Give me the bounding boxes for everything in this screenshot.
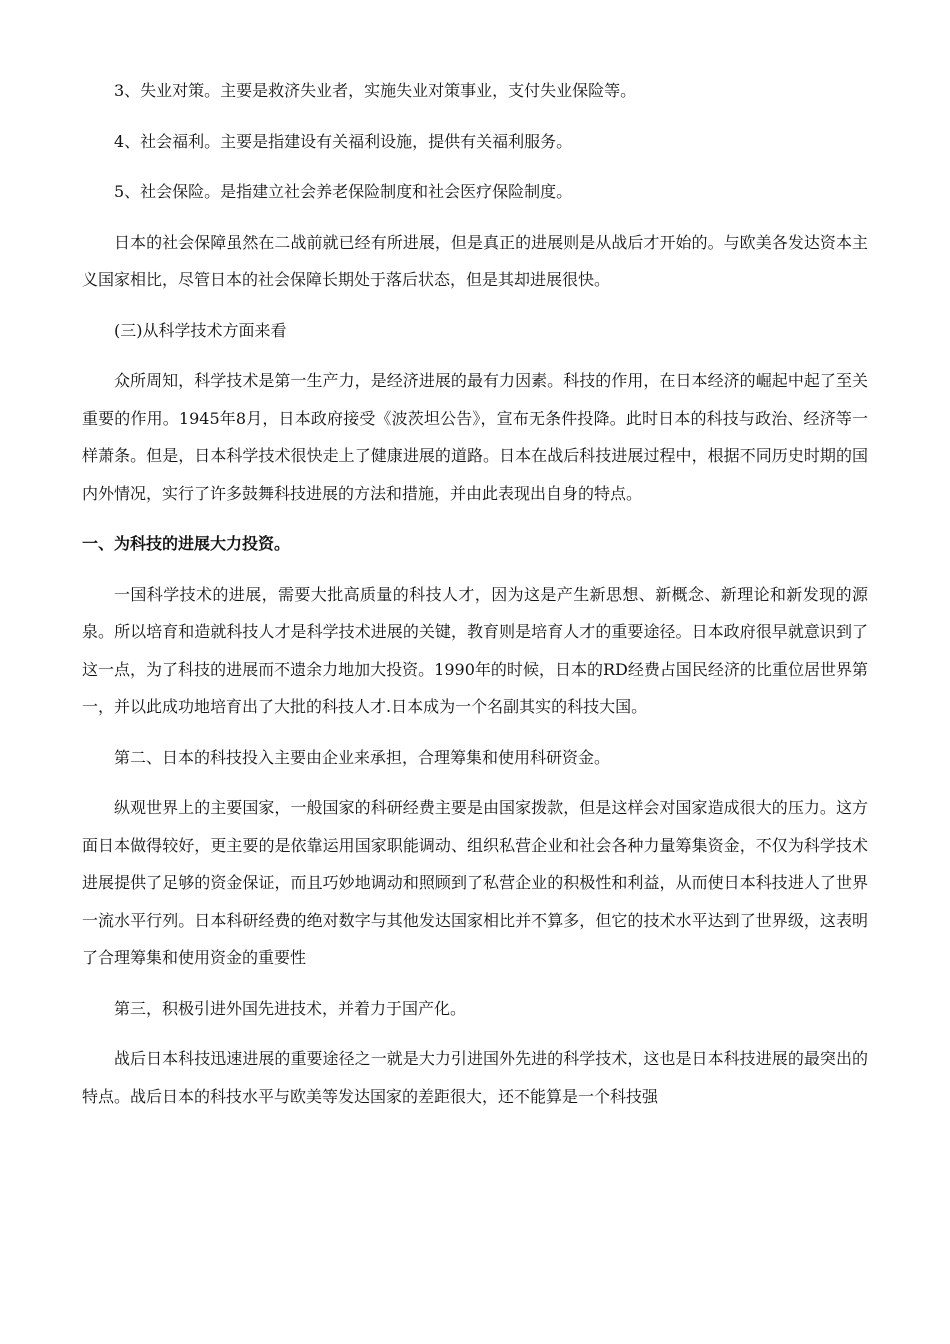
section-title-science: (三)从科学技术方面来看 <box>114 320 287 340</box>
item-social-insurance: 5、社会保险。是指建立社会养老保险制度和社会医疗保险制度。 <box>114 182 573 201</box>
item-social-welfare: 4、社会福利。主要是指建设有关福利设施，提供有关福利服务。 <box>114 131 573 151</box>
para-import-tech: 战后日本科技迅速进展的重要途径之一就是大力引进国外先进的科学技术，这也是日本科技进展的最突出的特点。战后日本的科技水平与欧美等发达国家的差距很大，还不能算是一个科技强 <box>82 1049 868 1106</box>
item-unemployment: 3、失业对策。主要是救济失业者，实施失业对策事业，支付失业保险等。 <box>114 81 637 100</box>
heading-invest: 一、为科技的进展大力投资。 <box>82 534 291 553</box>
point-second: 第二、日本的科技投入主要由企业来承担，合理筹集和使用科研资金。 <box>114 747 611 767</box>
para-funding: 纵观世界上的主要国家，一般国家的科研经费主要是由国家拨款，但是这样会对国家造成很大的压力。这方面日本做得较好，更主要的是依靠运用国家职能调动、组织私营企业和社会各种力量筹集资金，不仅为科学技术进展提供了足够的资金保证，而且巧妙地调动和照顾到了私营企业的积极性和利益，从而使日本科技进人了世界一流水平行列。日本科研经费的绝对数字与其他发达国家相比并不算多，但它的技术水平达到了世界级，这表明了合理筹集和使用资金的重要性 <box>82 798 868 967</box>
para-talent: 一国科学技术的进展，需要大批高质量的科技人才，因为这是产生新思想、新概念、新理论和新发现的源泉。所以培育和造就科技人才是科学技术进展的关键，教育则是培育人才的重要途径。日本政府很早就意识到了这一点，为了科技的进展而不遗余力地加大投资。1990年的时候，日本的RD经费占国民经济的比重位居世界第一，并以此成功地培育出了大批的科技人才.日本成为一个名副其实的科技大国。 <box>82 584 868 716</box>
document-page <box>82 72 868 1128</box>
para-science-intro: 众所周知，科学技术是第一生产力，是经济进展的最有力因素。科技的作用，在日本经济的崛起中起了至关重要的作用。1945年8月，日本政府接受《波茨坦公告》，宣布无条件投降。此时日本的科技与政治、经济等一样萧条。但是，日本科学技术很快走上了健康进展的道路。日本在战后科技进展过程中，根据不同历史时期的国内外情况，实行了许多鼓舞科技进展的方法和措施，并由此表现出自身的特点。 <box>82 371 868 503</box>
para-social-security-history: 日本的社会保障虽然在二战前就已经有所进展，但是真正的进展则是从战后才开始的。与欧美各发达资本主义国家相比，尽管日本的社会保障长期处于落后状态，但是其却进展很快。 <box>82 232 868 289</box>
point-third: 第三，积极引进外国先进技术，并着力于国产化。 <box>114 998 467 1018</box>
